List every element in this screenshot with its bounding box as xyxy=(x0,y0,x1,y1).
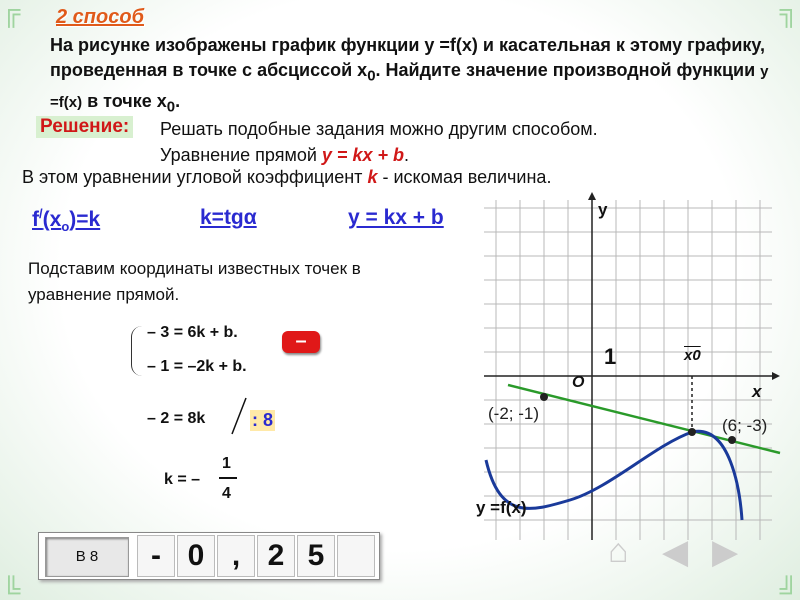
point-b-label: (6; -3) xyxy=(722,416,768,435)
function-label: y =f(x) xyxy=(476,498,527,517)
answer-cell-3[interactable]: , xyxy=(217,535,255,577)
equation-2: – 1 = –2k + b. xyxy=(147,358,247,375)
formula-tangent: k=tgα xyxy=(200,206,257,229)
subtract-operation: – xyxy=(282,331,320,353)
corner-ornament-tr: ╗ xyxy=(779,0,798,26)
corner-ornament-tl: ╔ xyxy=(2,0,21,26)
prev-arrow-icon[interactable]: ◀ xyxy=(662,533,689,571)
answer-panel xyxy=(38,532,380,580)
x-axis-arrow xyxy=(772,372,780,380)
answer-cell-6[interactable] xyxy=(337,535,375,577)
k-denominator: 4 xyxy=(222,485,231,502)
answer-cell-5[interactable]: 5 xyxy=(297,535,335,577)
graph-grid xyxy=(484,200,772,540)
answer-cell-1[interactable]: - xyxy=(137,535,175,577)
solution-text: Решать подобные задания можно другим способом. Уравнение прямой y = kx + b. xyxy=(160,119,598,165)
y-axis-arrow xyxy=(588,192,596,200)
x0-label: x0 xyxy=(684,347,701,364)
k-label: k = – xyxy=(164,471,201,488)
point-b-marker xyxy=(728,436,736,444)
origin-label: O xyxy=(572,374,585,391)
substitute-text: Подставим координаты известных точек в уравнение прямой. xyxy=(28,259,361,304)
corner-ornament-br: ╝ xyxy=(779,575,798,605)
next-arrow-icon[interactable]: ▶ xyxy=(712,533,739,571)
y-axis-label: y xyxy=(598,200,608,219)
point-a-marker xyxy=(540,393,548,401)
home-icon[interactable]: ⌂ xyxy=(608,532,629,570)
formula-line: y = kx + b xyxy=(348,206,444,229)
unit-label: 1 xyxy=(604,344,617,369)
x-axis-label: x xyxy=(752,382,762,401)
answer-cell-2[interactable]: 0 xyxy=(177,535,215,577)
task-id-badge: В 8 xyxy=(45,537,129,577)
answer-cell-4[interactable]: 2 xyxy=(257,535,295,577)
slope-explanation: В этом уравнении угловой коэффициент k - искомая величина. xyxy=(22,167,552,187)
divide-operation: : 8 xyxy=(252,410,274,430)
method-title: 2 способ xyxy=(56,6,144,28)
task-statement: На рисунке изображены график функции y =f(x) и касательная к этому графику, проведенная в точке с абсциссой $x_0$. Найдите значение производной функции y =f(x) в точке $x_0$. xyxy=(50,35,769,116)
result-equation: – 2 = 8k xyxy=(147,410,206,427)
k-numerator: 1 xyxy=(222,455,231,472)
equation-1: – 3 = 6k + b. xyxy=(147,324,238,341)
tangency-point-marker xyxy=(688,428,696,436)
corner-ornament-bl: ╚ xyxy=(2,575,21,605)
point-a-label: (-2; -1) xyxy=(488,404,539,423)
formula-derivative: $f^/(x_o)=k$ xyxy=(32,206,101,235)
solution-label: Решение: xyxy=(36,116,133,138)
